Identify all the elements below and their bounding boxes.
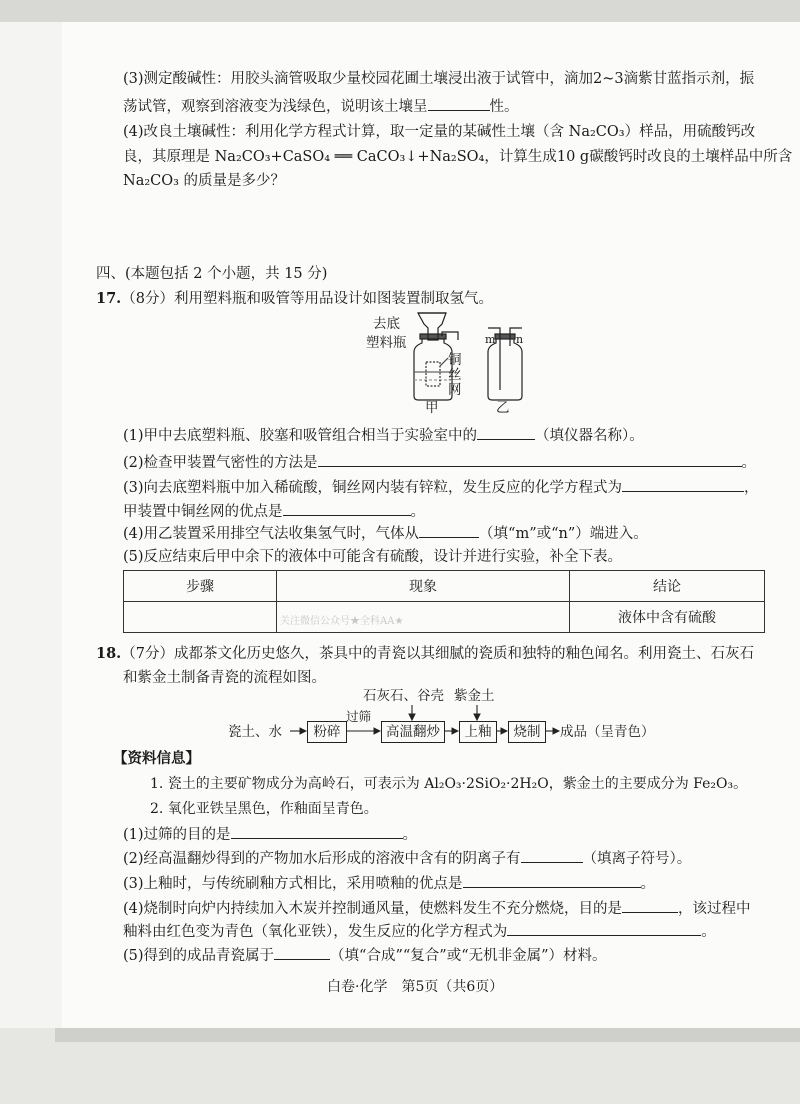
- q17-p5: (5)反应结束后甲中余下的液体中可能含有硫酸，设计并进行实验，补全下表。: [123, 549, 623, 565]
- flow-arrows: [288, 700, 568, 750]
- table-header-conclusion: 结论: [570, 571, 765, 602]
- fig-label-bottle-2: 塑料瓶: [366, 335, 407, 351]
- experiment-table: [123, 570, 765, 633]
- fig-label-net-3: 网: [448, 382, 462, 398]
- flow-box-roast: 高温翻炒: [381, 721, 445, 743]
- q16-p3-line2: 荡试管，观察到溶液变为浅绿色，说明该土壤呈 性。: [123, 96, 519, 118]
- table-cell-step[interactable]: [124, 602, 277, 633]
- answer-blank[interactable]: [231, 824, 403, 839]
- q16-p4-line2: 良，其原理是 Na₂CO₃+CaSO₄ ══ CaCO₃↓+Na₂SO₄，计算生成10 g碳酸钙时改良的土壤样品中所含: [123, 149, 793, 165]
- info-title: 【资料信息】: [113, 750, 200, 767]
- q16-p4-line1: (4)改良土壤碱性：利用化学方程式计算，取一定量的某碱性土壤（含 Na₂CO₃）样品，用硫酸钙改: [123, 124, 756, 140]
- bottle-yi: [488, 328, 522, 400]
- answer-blank[interactable]: [507, 921, 701, 936]
- q17-p2: (2)检查甲装置气密性的方法是 。: [123, 452, 756, 474]
- info-1: 1. 瓷土的主要矿物成分为高岭石，可表示为 Al₂O₃·2SiO₂·2H₂O，紫金土的主要成分为 Fe₂O₃。: [150, 776, 748, 792]
- q16-p3-line1: (3)测定酸碱性：用胶头滴管吸取少量校园花圃土壤浸出液于试管中，滴加2~3滴紫甘蓝指示剂，振: [123, 71, 755, 87]
- flow-box-crush: 粉碎: [307, 721, 347, 743]
- answer-blank[interactable]: [477, 425, 535, 440]
- table-header-step: 步骤: [124, 571, 277, 602]
- q18-p4-line1: (4)烧制时向炉内持续加入木炭并控制通风量，使燃料发生不充分燃烧，目的是 ，该过程中: [123, 898, 751, 920]
- flow-arrow-label: 过筛: [346, 709, 372, 724]
- q16-p4-line3: Na₂CO₃ 的质量是多少？: [123, 173, 286, 189]
- table-header-phenomenon: 现象: [277, 571, 570, 602]
- flow-box-fire: 烧制: [508, 721, 546, 743]
- answer-blank[interactable]: [419, 523, 479, 538]
- fig-label-jia: 甲: [425, 400, 439, 416]
- q18-p1: (1)过筛的目的是 。: [123, 824, 417, 846]
- q17-stem: 17.（8分）利用塑料瓶和吸管等用品设计如图装置制取氢气。: [96, 290, 493, 307]
- fig-label-yi: 乙: [496, 400, 510, 416]
- bottle-jia: [414, 313, 458, 400]
- scan-line: [55, 1028, 800, 1042]
- answer-blank[interactable]: [463, 873, 641, 888]
- scan-border-top: [0, 0, 800, 22]
- q18-p4-line2: 釉料由红色变为青色（氧化亚铁），发生反应的化学方程式为 。: [123, 921, 716, 943]
- apparatus-diagram: [400, 310, 540, 402]
- answer-blank[interactable]: [622, 898, 678, 913]
- answer-blank[interactable]: [622, 477, 744, 492]
- q17-p4: (4)用乙装置采用排空气法收集氢气时，气体从 （填“m”或“n”）端进入。: [123, 523, 648, 545]
- fig-label-net-2: 丝: [448, 367, 462, 383]
- answer-blank[interactable]: [428, 96, 490, 111]
- page-footer: 白卷·化学 第5页（共6页）: [327, 979, 504, 995]
- flow-top-label-1: 石灰石、谷壳: [363, 688, 444, 704]
- q17-p3: (3)向去底塑料瓶中加入稀硫酸，铜丝网内装有锌粒，发生反应的化学方程式为 ，: [123, 477, 759, 499]
- info-2: 2. 氧化亚铁呈黑色，作釉面呈青色。: [150, 801, 378, 817]
- q17-p3b: 甲装置中铜丝网的优点是 。: [123, 501, 425, 523]
- answer-blank[interactable]: [283, 501, 411, 516]
- q18-p3: (3)上釉时，与传统刷釉方式相比，采用喷釉的优点是 。: [123, 873, 655, 895]
- q18-stem-1: 18.（7分）成都茶文化历史悠久，茶具中的青瓷以其细腻的瓷质和独特的釉色闻名。利用瓷土、石灰石: [96, 645, 754, 662]
- q17-p1: (1)甲中去底塑料瓶、胶塞和吸管组合相当于实验室中的 （填仪器名称）。: [123, 425, 644, 447]
- flow-start: 瓷土、水: [228, 724, 282, 740]
- table-cell-conclusion: 液体中含有硫酸: [570, 602, 765, 633]
- fig-label-bottle-1: 去底: [373, 316, 400, 332]
- section-title: 四、(本题包括 2 个小题，共 15 分): [96, 266, 328, 282]
- watermark: 关注微信公众号★全科AA★: [280, 616, 404, 627]
- flow-end: 成品（呈青色）: [560, 724, 655, 740]
- q18-p5: (5)得到的成品青瓷属于 （填“合成”“复合”或“无机非金属”）材料。: [123, 945, 607, 967]
- flow-box-glaze: 上釉: [459, 721, 497, 743]
- fig-label-n: n: [516, 333, 524, 346]
- answer-blank[interactable]: [521, 848, 583, 863]
- fig-label-m: m: [485, 333, 496, 346]
- q18-p2: (2)经高温翻炒得到的产物加水后形成的溶液中含有的阴离子有 （填离子符号）。: [123, 848, 691, 870]
- answer-blank[interactable]: [274, 945, 330, 960]
- q18-stem-2: 和紫金土制备青瓷的流程如图。: [123, 670, 326, 686]
- flow-top-label-2: 紫金土: [454, 688, 495, 704]
- answer-blank[interactable]: [318, 452, 742, 467]
- fig-label-net-1: 铜: [448, 352, 462, 368]
